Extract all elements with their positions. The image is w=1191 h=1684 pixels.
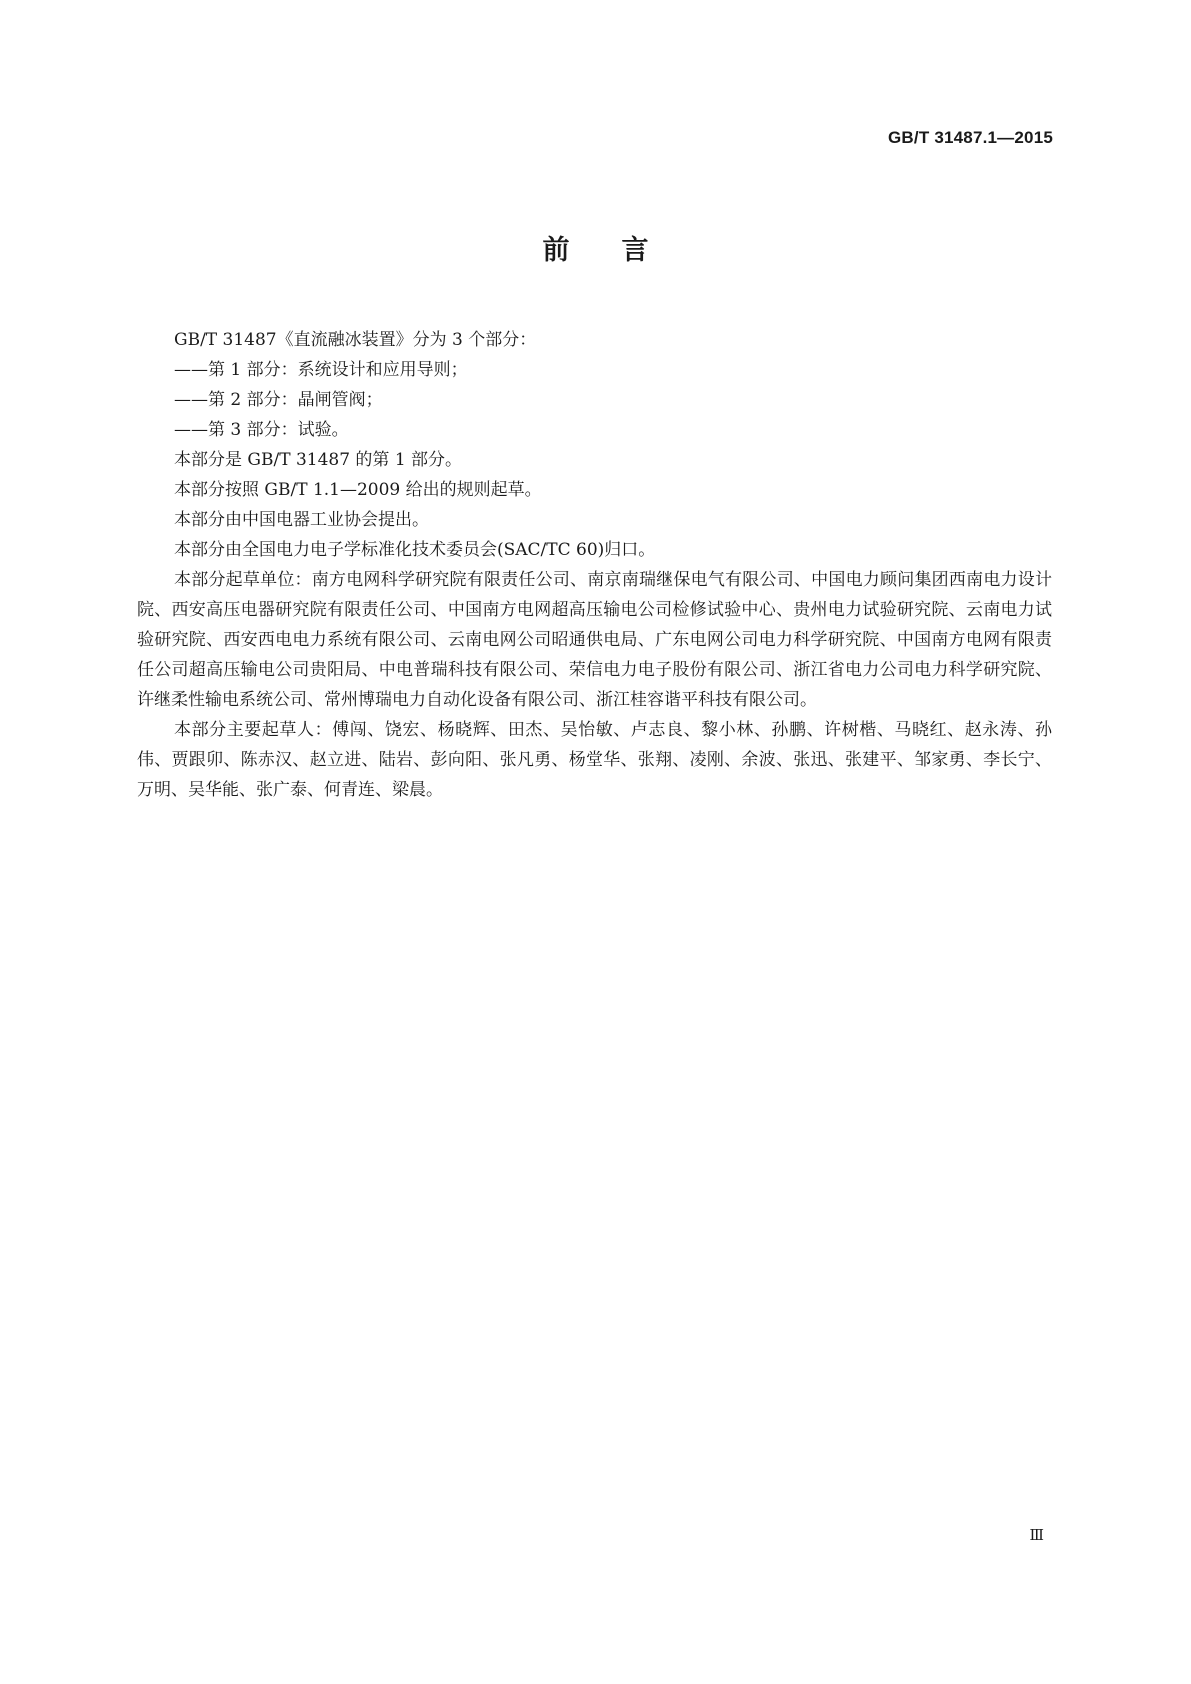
standard-number: GB/T 31487.1—2015 (888, 128, 1053, 147)
drafting-rules: 本部分按照 GB/T 1.1—2009 给出的规则起草。 (174, 480, 542, 500)
centralized-by: 本部分由全国电力电子学标准化技术委员会(SAC/TC 60)归口。 (174, 540, 656, 560)
main-drafters: 本部分主要起草人：傅闯、饶宏、杨晓辉、田杰、吴怡敏、卢志良、黎小林、孙鹏、许树楷、马晓红、赵永涛、孙伟、贾跟卯、陈赤汉、赵立进、陆岩、彭向阳、张凡勇、杨堂华、张翔、凌刚、余波、张迅、张建平、邹家勇、李长宁、万明、吴华能、张广泰、何青连、梁晨。 (137, 720, 1052, 800)
part-1-item: ——第 1 部分：系统设计和应用导则； (174, 360, 468, 380)
foreword-body (137, 325, 1052, 805)
parts-intro: GB/T 31487《直流融冰装置》分为 3 个部分： (174, 330, 537, 350)
page-number: Ⅲ (1029, 1526, 1044, 1544)
part-statement: 本部分是 GB/T 31487 的第 1 部分。 (174, 450, 463, 470)
proposer: 本部分由中国电器工业协会提出。 (174, 510, 429, 530)
page-title: 前言 (542, 235, 701, 266)
part-2-item: ——第 2 部分：晶闸管阀； (174, 390, 383, 410)
part-3-item: ——第 3 部分：试验。 (174, 420, 349, 440)
drafting-units: 本部分起草单位：南方电网科学研究院有限责任公司、南京南瑞继保电气有限公司、中国电力顾问集团西南电力设计院、西安高压电器研究院有限责任公司、中国南方电网超高压输电公司检修试验中心、贵州电力试验研究院、云南电力试验研究院、西安西电电力系统有限公司、云南电网公司昭通供电局、广东电网公司电力科学研究院、中国南方电网有限责任公司超高压输电公司贵阳局、中电普瑞科技有限公司、荣信电力电子股份有限公司、浙江省电力公司电力科学研究院、许继柔性输电系统公司、常州博瑞电力自动化设备有限公司、浙江桂容谐平科技有限公司。 (137, 570, 1052, 710)
